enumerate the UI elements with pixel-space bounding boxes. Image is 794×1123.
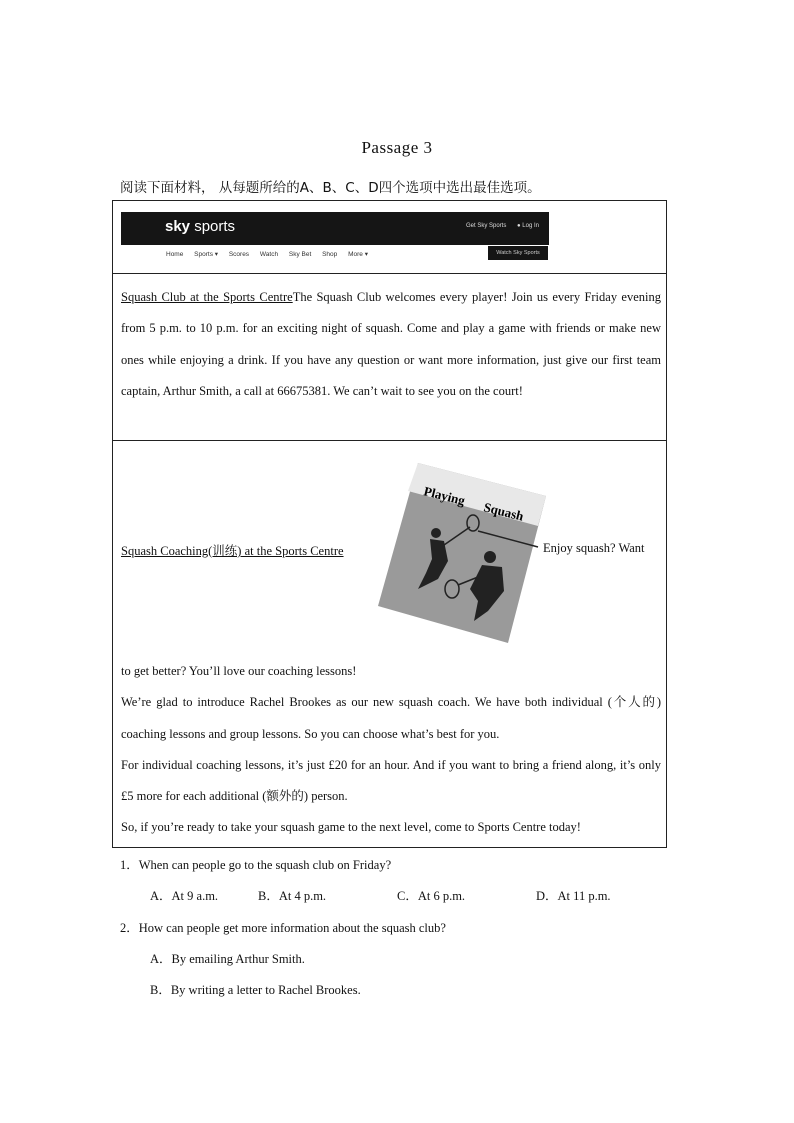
image-caption: Playing [422, 483, 467, 509]
coaching-p1: to get better? You’ll love our coaching lessons! [121, 664, 357, 678]
q1-option-b[interactable]: B．At 4 p.m. [258, 889, 327, 903]
coaching-enjoy-text: Enjoy squash? Want [543, 541, 645, 555]
coaching-heading: Squash Coaching(训练) at the Sports Centre [121, 544, 344, 558]
coaching-p3: For individual coaching lessons, it’s just £20 for an hour. And if you want to bring a friend along, it’s only £5 more for each additional (额外的) person. [121, 757, 661, 804]
club-text: The Squash Club welcomes every player! Join us every Friday evening from 5 p.m. to 10 p.m. for an exciting night of squash. Come and play a game with friends or make new ones while enjoying a drink. If you have any question or want more information, just give our first team captain, Arthur Smith, a call at 66675381. We can’t wait to see you on the court! [121, 290, 661, 398]
nav-scores[interactable]: Scores [228, 251, 250, 258]
sky-sports-logo: sky sports [165, 218, 236, 235]
login-link[interactable]: ● Log In [517, 223, 539, 229]
sky-sports-banner [121, 212, 549, 245]
question-2: 2．How can people get more information about the squash club? [120, 921, 446, 935]
nav-shop[interactable]: Shop [322, 251, 338, 258]
watch-sky-sports-button[interactable]: Watch Sky Sports [488, 246, 548, 260]
nav-watch[interactable]: Watch [259, 251, 279, 258]
coaching-p4: So, if you’re ready to take your squash game to the next level, come to Sports Centre today! [121, 820, 581, 835]
passage-title: Passage 3 [361, 138, 433, 157]
instruction-text: 阅读下面材料， 从每题所给的A、B、C、D四个选项中选出最佳选项。 [120, 180, 541, 196]
banner-cell [112, 200, 667, 274]
nav-home[interactable]: Home [166, 251, 184, 258]
nav-sports[interactable]: Sports ▾ [194, 251, 219, 258]
nav-skybet[interactable]: Sky Bet [288, 251, 312, 258]
club-paragraph [121, 282, 661, 407]
club-cell [112, 273, 667, 441]
get-sky-sports-link[interactable]: Get Sky Sports [466, 223, 507, 229]
q1-option-d[interactable]: D．At 11 p.m. [536, 889, 611, 903]
nav-more[interactable]: More ▾ [348, 251, 368, 258]
question-1: 1．When can people go to the squash club on Friday? [120, 858, 392, 872]
playing-squash-image [378, 461, 546, 643]
q1-option-c[interactable]: C．At 6 p.m. [397, 889, 466, 903]
coaching-body [121, 656, 661, 844]
coaching-p2: We’re glad to introduce Rachel Brookes as our new squash coach. We have both individual (个人的) coaching lessons and group lessons. So you can choose what’s best for you. [121, 695, 661, 741]
q2-option-b[interactable]: B．By writing a letter to Rachel Brookes. [150, 983, 361, 997]
q1-option-a[interactable]: A．At 9 a.m. [150, 889, 219, 903]
coaching-cell [112, 440, 667, 848]
svg-text:Squash: Squash [482, 499, 526, 524]
user-icon: ● [517, 223, 523, 229]
banner-nav [166, 250, 377, 258]
q2-option-a[interactable]: A．By emailing Arthur Smith. [150, 952, 305, 966]
club-heading: Squash Club at the Sports Centre [121, 290, 293, 304]
